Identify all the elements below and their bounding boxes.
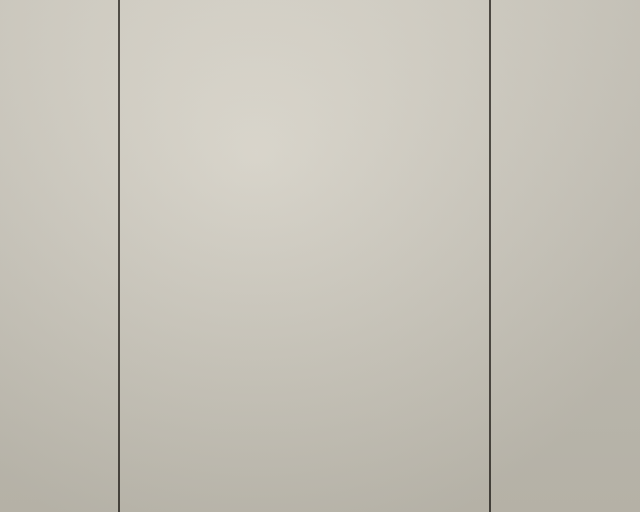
column-rule-left (118, 0, 120, 512)
column-rule-right (489, 0, 491, 512)
